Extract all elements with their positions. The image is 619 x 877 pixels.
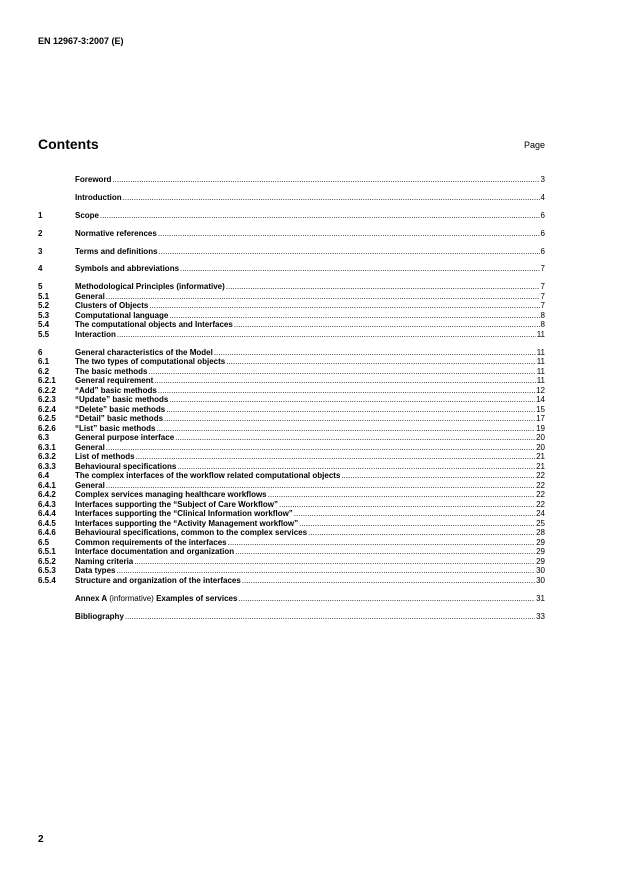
toc-dot-leader [177,462,535,472]
toc-entry[interactable] [38,414,545,424]
toc-dot-leader [116,566,535,576]
toc-entry[interactable] [38,301,545,311]
toc-entry-title: Introduction [75,192,122,202]
toc-entry[interactable] [38,481,545,491]
toc-dot-leader [341,471,535,481]
toc-entry[interactable] [38,264,545,274]
toc-entry-number: 6.5.1 [38,547,56,557]
toc-entry-title: Interface documentation and organization [75,547,235,557]
toc-entry-number: 6 [38,347,43,357]
toc-entry-page: 25 [536,518,545,528]
toc-entry[interactable] [38,519,545,529]
toc-entry-title: Terms and definitions [75,246,158,256]
toc-entry-title: General [75,442,105,452]
toc-entry-title: List of methods [75,452,135,462]
toc-entry[interactable] [38,367,545,377]
toc-entry[interactable] [38,330,545,340]
toc-dot-leader [226,282,540,292]
toc-entry-page: 22 [536,490,545,500]
toc-entry-title: Normative references [75,228,157,238]
toc-entry[interactable] [38,452,545,462]
toc-entry-title-part: Examples of services [156,593,238,603]
toc-entry[interactable] [38,348,545,358]
toc-entry-title: Clusters of Objects [75,301,149,311]
toc-entry-page: 6 [540,228,545,238]
toc-dot-leader [123,193,540,203]
toc-entry-page: 4 [540,192,545,202]
toc-entry-number: 6.2.6 [38,423,56,433]
toc-entry-number: 6.3.3 [38,461,56,471]
toc-entry-title: Structure and organization of the interfaces [75,575,241,585]
toc-entry-page: 29 [536,556,545,566]
toc-entry-title: The basic methods [75,366,148,376]
toc-entry-page: 24 [536,509,545,519]
toc-entry-page: 6 [540,246,545,256]
toc-entry-page: 29 [536,547,545,557]
toc-entry-title: “Delete” basic methods [75,404,166,414]
toc-entry-title: “Update” basic methods [75,395,169,405]
toc-entry-title: General requirement [75,376,154,386]
toc-entry-page: 7 [540,291,545,301]
toc-entry-page: 8 [540,320,545,330]
toc-entry-number: 6.4.4 [38,509,56,519]
toc-entry-number: 6.3.2 [38,452,56,462]
toc-entry[interactable] [38,247,545,257]
toc-entry[interactable] [38,462,545,472]
toc-dot-leader [112,175,539,185]
toc-entry[interactable] [38,175,545,185]
toc-entry-title: Computational language [75,310,169,320]
toc-entry-number: 6.4 [38,471,50,481]
toc-dot-leader [106,292,540,302]
toc-entry[interactable] [38,566,545,576]
toc-entry-title: Methodological Principles (informative) [75,282,225,292]
toc-entry-number: 6.2.4 [38,404,56,414]
toc-entry-number: 6.3 [38,433,50,443]
toc-entry-title: Symbols and abbreviations [75,264,180,274]
toc-entry[interactable] [38,229,545,239]
toc-entry-page: 7 [540,282,545,292]
toc-dot-leader [164,414,535,424]
toc-entry-number: 1 [38,210,43,220]
toc-entry-number: 6.5 [38,537,50,547]
toc-entry-title: Complex services managing healthcare workflows [75,490,267,500]
toc-entry[interactable] [38,500,545,510]
toc-entry[interactable] [38,211,545,221]
toc-entry-title: Interfaces supporting the “Activity Management workflow” [75,518,299,528]
toc-entry-page: 28 [536,528,545,538]
toc-dot-leader [242,576,535,586]
toc-entry-title: General [75,291,105,301]
toc-entry[interactable] [38,557,545,567]
toc-entry-page: 33 [536,611,545,621]
toc-entry-number: 6.2.5 [38,414,56,424]
toc-dot-leader [148,367,535,377]
toc-entry-page: 11 [536,376,545,386]
toc-entry[interactable] [38,320,545,330]
toc-dot-leader [214,348,536,358]
toc-entry-number: 6.2.3 [38,395,56,405]
toc-dot-leader [149,301,539,311]
toc-dot-leader [136,452,536,462]
toc-entry-page: 12 [536,385,545,395]
toc-entry-number: 6.4.2 [38,490,56,500]
toc-entry-number: 6.2.1 [38,376,56,386]
toc-dot-leader [180,264,540,274]
page-number: 2 [38,834,44,845]
toc-entry-title: Common requirements of the interfaces [75,537,227,547]
toc-entry[interactable] [38,490,545,500]
toc-entry-title: Interfaces supporting the “Subject of Care Workflow” [75,499,278,509]
toc-dot-leader [234,320,540,330]
toc-entry-page: 11 [536,366,545,376]
toc-entry-page: 22 [536,471,545,481]
toc-entry-number: 4 [38,264,43,274]
toc-entry-number: 5.2 [38,301,50,311]
toc-entry[interactable] [38,292,545,302]
toc-entry[interactable] [38,424,545,434]
toc-entry-page: 11 [536,357,545,367]
toc-entry-number: 6.4.1 [38,480,56,490]
toc-entry-page: 14 [536,395,545,405]
contents-title: Contents [38,136,99,152]
toc-entry-number: 6.4.6 [38,528,56,538]
toc-dot-leader [228,538,536,548]
toc-entry-title [75,594,237,604]
toc-entry-number: 6.2 [38,366,50,376]
toc-entry[interactable] [38,282,545,292]
toc-entry-title-note: (informative) [107,593,157,603]
toc-entry-title: General characteristics of the Model [75,347,213,357]
toc-dot-leader [134,557,535,567]
toc-entry-page: 29 [536,537,545,547]
toc-entry-title: Scope [75,210,100,220]
toc-dot-leader [226,357,535,367]
toc-dot-leader [158,229,540,239]
toc-entry-number: 2 [38,228,43,238]
toc-dot-leader [294,509,535,519]
toc-entry-title: Data types [75,566,116,576]
toc-dot-leader [158,386,535,396]
toc-dot-leader [175,433,535,443]
toc-dot-leader [299,519,535,529]
toc-entry-title-part: Annex A [75,593,108,603]
toc-entry-title: The computational objects and Interfaces [75,320,233,330]
toc-entry-title: Interaction [75,329,116,339]
toc-entry-number: 6.5.2 [38,556,56,566]
toc-dot-leader [154,376,535,386]
toc-dot-leader [159,247,540,257]
toc-entry[interactable] [38,594,545,604]
toc-entry-page: 7 [540,264,545,274]
toc-entry-title: Naming criteria [75,556,134,566]
toc-entry-number: 6.3.1 [38,442,56,452]
toc-entry-page: 19 [536,423,545,433]
toc-entry-page: 22 [536,480,545,490]
toc-entry-page: 11 [536,329,545,339]
toc-entry-page: 20 [536,433,545,443]
toc-dot-leader [166,405,535,415]
page-column-heading: Page [523,140,545,150]
toc-entry-page: 21 [536,452,545,462]
toc-entry-page: 31 [536,593,545,603]
toc-entry[interactable] [38,612,545,622]
toc-dot-leader [169,395,535,405]
toc-entry-number: 6.4.3 [38,499,56,509]
toc-entry-number: 6.2.2 [38,385,56,395]
toc-dot-leader [279,500,535,510]
toc-entry-title: General purpose interface [75,433,175,443]
toc-entry-title: Interfaces supporting the “Clinical Information workflow” [75,509,293,519]
toc-entry[interactable] [38,311,545,321]
toc-entry-page: 11 [536,347,545,357]
toc-entry-page: 20 [536,442,545,452]
toc-dot-leader [268,490,535,500]
toc-entry-number: 6.5.4 [38,575,56,585]
toc-entry-number: 5.4 [38,320,50,330]
document-id: EN 12967-3:2007 (E) [38,36,124,46]
toc-entry-number: 5 [38,282,43,292]
toc-entry[interactable] [38,509,545,519]
toc-entry-title: Behavioural specifications, common to the complex services [75,528,308,538]
toc-entry[interactable] [38,433,545,443]
toc-entry-title: “List” basic methods [75,423,156,433]
toc-entry[interactable] [38,376,545,386]
toc-entry[interactable] [38,471,545,481]
toc-dot-leader [308,528,535,538]
toc-entry[interactable] [38,357,545,367]
toc-entry-page: 30 [536,566,545,576]
toc-entry-number: 5.3 [38,310,50,320]
toc-entry-page: 22 [536,499,545,509]
toc-entry-page: 3 [540,175,545,184]
toc-entry[interactable] [38,538,545,548]
toc-entry-page: 30 [536,575,545,585]
toc-entry-title: General [75,480,105,490]
toc-entry-number: 6.4.5 [38,518,56,528]
toc-dot-leader [238,594,535,604]
toc-dot-leader [106,443,535,453]
toc-entry-page: 15 [536,404,545,414]
toc-dot-leader [117,330,536,340]
toc-entry[interactable] [38,547,545,557]
toc-entry-number: 6.5.3 [38,566,56,576]
toc-entry[interactable] [38,443,545,453]
toc-entry-number: 3 [38,246,43,256]
toc-dot-leader [100,211,540,221]
toc-entry-title: “Add” basic methods [75,385,157,395]
table-of-contents [38,175,545,621]
toc-entry-number: 6.1 [38,357,50,367]
toc-dot-leader [235,547,535,557]
toc-entry-number: 5.1 [38,291,50,301]
toc-entry[interactable] [38,576,545,586]
toc-entry-title: Foreword [75,175,112,184]
toc-dot-leader [169,311,539,321]
toc-entry-title: The complex interfaces of the workflow related computational objects [75,471,341,481]
toc-entry-title: Behavioural specifications [75,461,177,471]
toc-entry-title: “Detail” basic methods [75,414,164,424]
toc-dot-leader [125,612,535,622]
toc-entry-title: The two types of computational objects [75,357,226,367]
toc-entry[interactable] [38,405,545,415]
toc-entry[interactable] [38,193,545,203]
toc-dot-leader [106,481,535,491]
toc-entry-page: 8 [540,310,545,320]
toc-entry-title: Bibliography [75,611,124,621]
toc-entry-number: 5.5 [38,329,50,339]
toc-entry-page: 6 [540,210,545,220]
toc-entry-page: 21 [536,461,545,471]
toc-dot-leader [156,424,535,434]
toc-entry[interactable] [38,528,545,538]
toc-entry[interactable] [38,386,545,396]
toc-entry-page: 17 [536,414,545,424]
toc-entry-page: 7 [540,301,545,311]
toc-entry[interactable] [38,395,545,405]
